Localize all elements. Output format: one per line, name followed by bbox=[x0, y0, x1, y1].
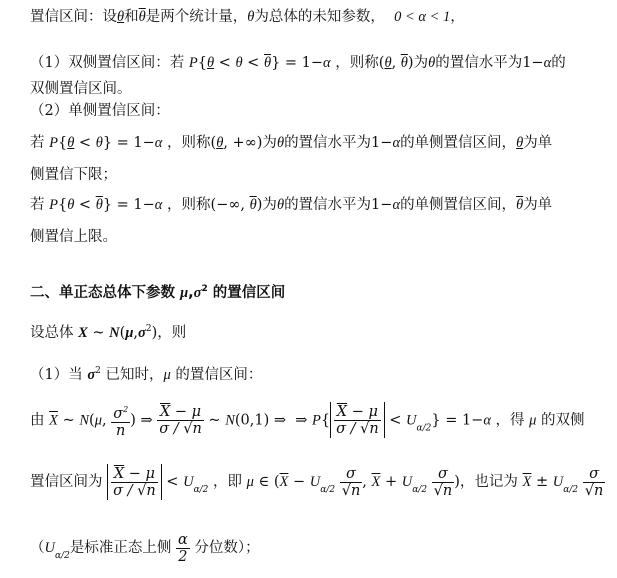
text-line-6: 侧置信下限； bbox=[30, 167, 117, 183]
text-line-1: 置信区间：设θ和$\overline{\theta}$是两个统计量，θ为总体的未知参数， 0 < α < 1， bbox=[30, 9, 465, 25]
text-line-2: （1）双侧置信区间：若 $P\{\theta < \theta < \overline{\theta}\} = 1-\alpha$ ，则称(θ, $\overline{\theta}$)为θ的置信水平为1−α的 bbox=[30, 55, 566, 71]
text-line-12: 置信区间为 $\frac{\overline{X} - \mu}{\sigma / √n}$ < $U_{\alpha/2}$ ，即 μ ∈ ($\overline{X} - U_{\alpha/2}$ $\frac{\sigma}{√n}$ , $\overline{X} + U_{\alpha/2}$ $\frac{\sigma}{√n}$ )，也记为 $\overline{X} \pm U_{\alpha/2}$ $\frac{\sigma}{√n}$ bbox=[30, 465, 604, 499]
text-line-13: （$U_{\alpha/2}$是标准正态上侧 $\frac{\alpha}{2}$ 分位数）； bbox=[30, 531, 260, 565]
text-segment: 置信区间：设 bbox=[30, 9, 117, 25]
text-line-8: 侧置信上限。 bbox=[30, 229, 117, 245]
text-line-11: 由 $\overline{X}$ ~ N(μ, $\frac{\sigma^2}{n}$ ) ⇒ $\frac{\overline{X} - \mu}{\sigma / √n}$ ~ N(0,1) ⇒ ⇒ P{ $\frac{\overline{X} - \mu}{\sigma / √n}$ < $U_{\alpha/2}\} = 1-\alpha$ ，得 μ 的双侧 bbox=[30, 403, 585, 439]
section-heading: 二、单正态总体下参数 $\mu,\sigma^2$ 的置信区间 bbox=[30, 284, 286, 301]
text-line-3: 双侧置信区间。 bbox=[30, 81, 132, 97]
text-line-4: （2）单侧置信区间： bbox=[30, 103, 170, 119]
text-line-5: 若 P{θ < θ} = 1−α ，则称(θ, +∞)为θ的置信水平为1−α的单侧置信区间，θ为单 bbox=[30, 135, 553, 151]
text-line-7: 若 $P\{\theta < \overline{\theta}\} = 1-\alpha$ ，则称(−∞, $\overline{\theta}$)为θ的置信水平为1−α的单侧置信区间，$\overline{\theta}$为单 bbox=[30, 197, 553, 213]
text-line-9: 设总体 X ~ $N(\mu,\sigma^2)$，则 bbox=[30, 324, 187, 341]
text-line-10: （1）当 $\sigma^2$ 已知时，μ 的置信区间： bbox=[30, 366, 263, 383]
